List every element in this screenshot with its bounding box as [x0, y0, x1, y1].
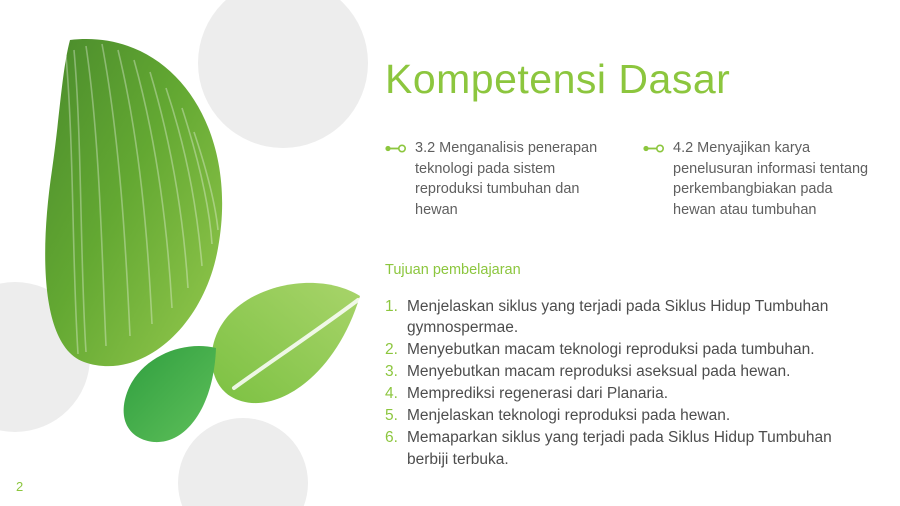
list-item [385, 383, 865, 404]
objectives-heading: Tujuan pembelajaran [385, 262, 521, 278]
competency-text-2: 4.2 Menyajikan karya penelusuran informasi tentang perkembangbiakan pada hewan atau tumbuhan [673, 140, 869, 218]
competency-item-2 [643, 138, 875, 220]
list-item [385, 296, 865, 338]
competency-text-1: 3.2 Menganalisis penerapan teknologi pada sistem reproduksi tumbuhan dan hewan [415, 140, 598, 218]
competency-item-1 [385, 138, 617, 220]
list-item-number: 3. [385, 363, 398, 381]
list-item-text: Memaparkan siklus yang terjadi pada Siklus Hidup Tumbuhan berbiji terbuka. [407, 429, 832, 468]
dumbbell-bullet-icon [643, 144, 665, 153]
list-item-number: 4. [385, 385, 398, 403]
list-item-text: Menyebutkan macam reproduksi aseksual pada hewan. [407, 363, 791, 381]
list-item-text: Menjelaskan teknologi reproduksi pada hewan. [407, 407, 731, 425]
list-item-number: 1. [385, 298, 398, 315]
slide-title: Kompetensi Dasar [385, 56, 731, 102]
leaf-illustration [22, 10, 382, 480]
list-item-number: 2. [385, 341, 398, 359]
objectives-list [385, 296, 865, 471]
list-item [385, 427, 865, 469]
list-item-text: Memprediksi regenerasi dari Planaria. [407, 385, 669, 403]
list-item-text: Menjelaskan siklus yang terjadi pada Siklus Hidup Tumbuhan gymnospermae. [407, 298, 829, 337]
list-item-text: Menyebutkan macam teknologi reproduksi pada tumbuhan. [407, 341, 815, 359]
list-item-number: 5. [385, 407, 398, 425]
basic-competencies-group [385, 138, 875, 220]
page-number: 2 [16, 479, 24, 494]
list-item [385, 361, 865, 382]
list-item-number: 6. [385, 429, 398, 447]
list-item [385, 339, 865, 360]
dumbbell-bullet-icon [385, 144, 407, 153]
list-item [385, 405, 865, 426]
